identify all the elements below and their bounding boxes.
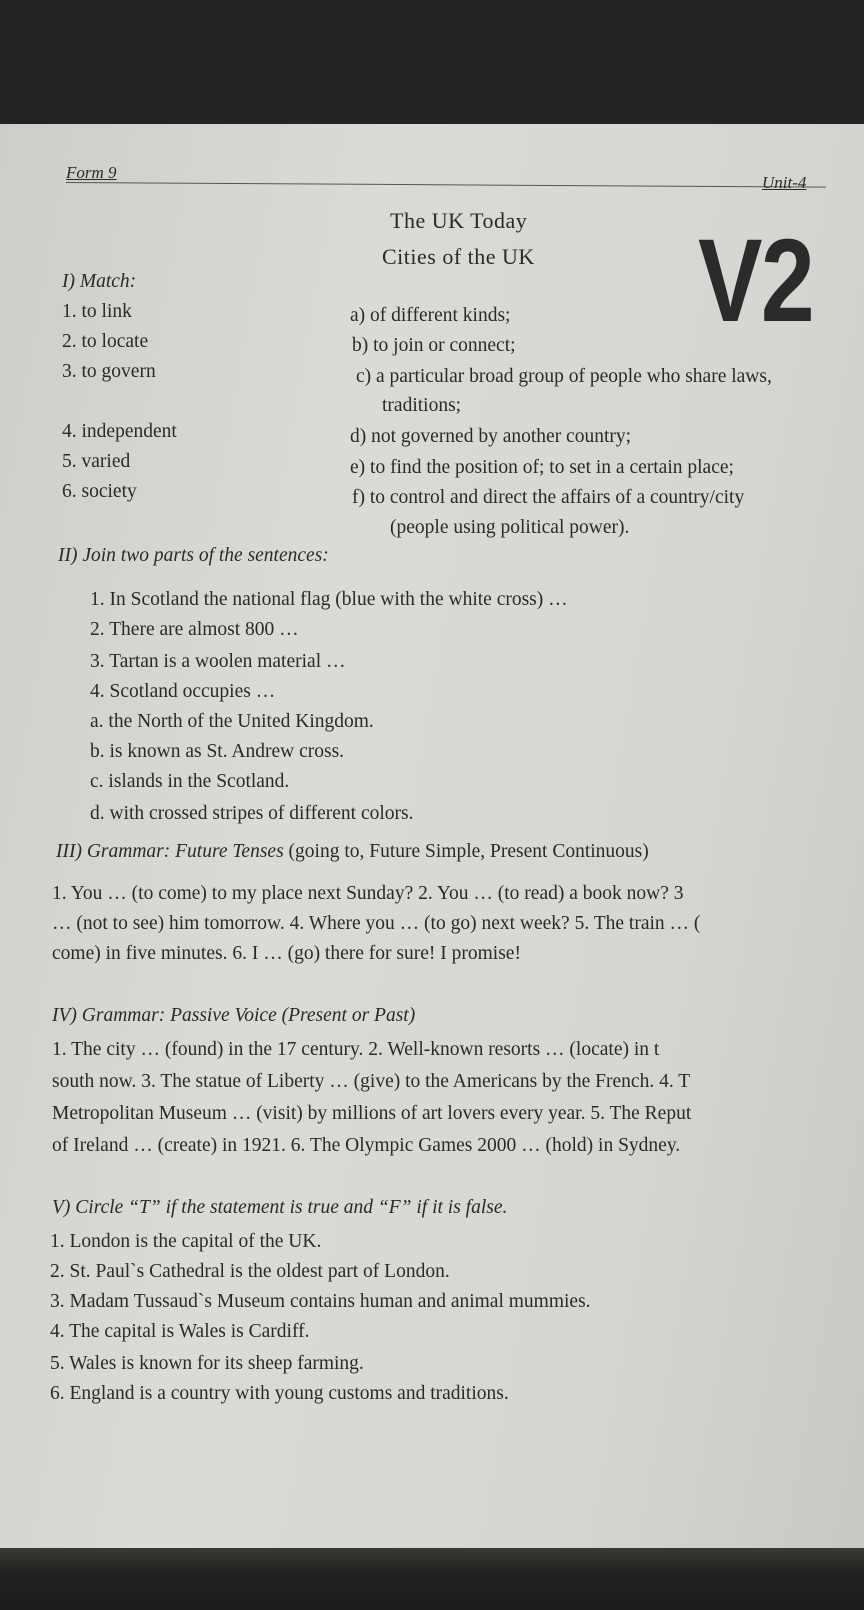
unit-label: Unit-4 (762, 173, 807, 192)
match-right-item: e) to find the position of; to set in a certain place; (350, 457, 734, 478)
statement-item: 3. Madam Tussaud`s Museum contains human and animal mummies. (50, 1291, 591, 1312)
exercise-line: of Ireland … (create) in 1921. 6. The Olympic Games 2000 … (hold) in Sydney. (52, 1135, 681, 1156)
section-5-heading: V) Circle “T” if the statement is true and “F” if it is false. (52, 1197, 508, 1218)
variant-mark: V2 (698, 215, 814, 347)
sentence-part: b. is known as St. Andrew cross. (90, 741, 345, 762)
exercise-line: come) in five minutes. 6. I … (go) there for sure! I promise! (52, 943, 521, 964)
match-right-item: a) of different kinds; (350, 305, 511, 326)
header-rule (66, 182, 826, 188)
exercise-line: Metropolitan Museum … (visit) by millions of art lovers every year. 5. The Reput (52, 1103, 692, 1124)
page-subtitle: Cities of the UK (382, 244, 535, 269)
statement-item: 4. The capital is Wales is Cardiff. (50, 1321, 310, 1342)
match-right-item: d) not governed by another country; (350, 426, 632, 447)
dark-background-top (0, 0, 864, 124)
match-right-item: (people using political power). (390, 517, 630, 538)
match-left-item: 1. to link (62, 301, 132, 322)
match-left-item: 4. independent (62, 421, 177, 442)
match-right-item: f) to control and direct the affairs of a country/city (352, 487, 745, 508)
section-1-heading: I) Match: (62, 271, 137, 292)
statement-item: 5. Wales is known for its sheep farming. (50, 1353, 364, 1374)
sentence-part: 2. There are almost 800 … (90, 619, 299, 640)
exercise-line: 1. The city … (found) in the 17 century. 2. Well-known resorts … (locate) in t (52, 1039, 660, 1060)
statement-item: 6. England is a country with young customs and traditions. (50, 1383, 509, 1404)
sentence-part: a. the North of the United Kingdom. (90, 711, 374, 732)
match-left-item: 5. varied (62, 451, 131, 472)
match-right-item: traditions; (382, 395, 462, 416)
match-right-item: c) a particular broad group of people who share laws, (356, 366, 772, 387)
sentence-part: d. with crossed stripes of different colors. (90, 803, 414, 824)
page-title: The UK Today (390, 208, 528, 233)
match-left-item: 6. society (62, 481, 137, 502)
statement-item: 2. St. Paul`s Cathedral is the oldest part of London. (50, 1261, 450, 1282)
form-label: Form 9 (66, 163, 117, 182)
match-right-item: b) to join or connect; (352, 335, 516, 356)
section-3-heading (56, 842, 649, 862)
sentence-part: 3. Tartan is a woolen material … (90, 651, 346, 672)
worksheet-page (0, 124, 864, 1548)
exercise-line: south now. 3. The statue of Liberty … (give) to the Americans by the French. 4. T (52, 1071, 691, 1092)
statement-item: 1. London is the capital of the UK. (50, 1231, 322, 1252)
sentence-part: 1. In Scotland the national flag (blue with the white cross) … (90, 589, 568, 610)
match-left-item: 2. to locate (62, 331, 149, 352)
section-4-heading: IV) Grammar: Passive Voice (Present or Past) (52, 1005, 416, 1026)
sentence-part: 4. Scotland occupies … (90, 681, 276, 702)
section-3-heading-italic: III) Grammar: Future Tenses (56, 841, 284, 862)
section-3-heading-rest: (going to, Future Simple, Present Continuous) (283, 841, 649, 862)
section-2-heading: II) Join two parts of the sentences: (58, 545, 329, 566)
exercise-line: 1. You … (to come) to my place next Sunday? 2. You … (to read) a book now? 3 (52, 883, 684, 904)
dark-background-bottom (0, 1548, 864, 1610)
exercise-line: … (not to see) him tomorrow. 4. Where you … (to go) next week? 5. The train … ( (52, 913, 701, 934)
match-left-item: 3. to govern (62, 361, 156, 382)
sentence-part: c. islands in the Scotland. (90, 771, 290, 792)
